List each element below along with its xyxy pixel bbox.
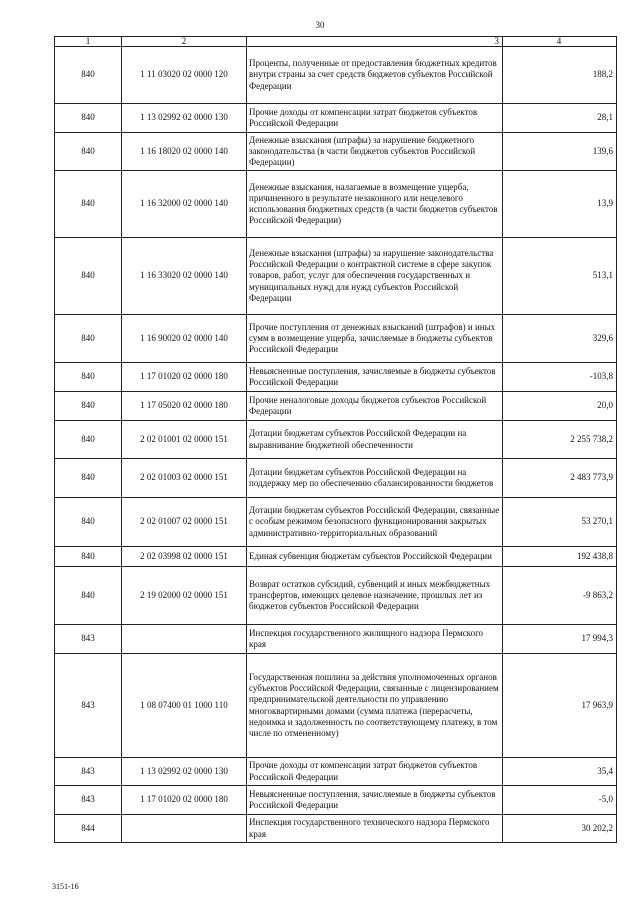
cell-kbk-code: 1 13 02992 02 0000 130 <box>122 104 247 133</box>
table-row <box>55 498 617 547</box>
cell-amount: 17 963,9 <box>503 654 617 758</box>
cell-amount: 35,4 <box>503 758 617 786</box>
cell-admin-code: 840 <box>55 392 122 421</box>
table-row <box>55 104 617 133</box>
cell-amount: 139,6 <box>503 133 617 171</box>
table-row <box>55 654 617 758</box>
table-row <box>55 171 617 238</box>
cell-admin-code: 840 <box>55 47 122 104</box>
cell-amount: 28,1 <box>503 104 617 133</box>
cell-admin-code: 840 <box>55 567 122 625</box>
table-row <box>55 625 617 654</box>
cell-admin-code: 840 <box>55 133 122 171</box>
cell-kbk-code <box>122 815 247 843</box>
cell-kbk-code <box>122 625 247 654</box>
table-row <box>55 786 617 815</box>
table-row <box>55 392 617 421</box>
table-row <box>55 547 617 567</box>
cell-kbk-code: 1 08 07400 01 1000 110 <box>122 654 247 758</box>
cell-amount: 513,1 <box>503 238 617 315</box>
cell-description: Прочие доходы от компенсации затрат бюджетов субъектов Российской Федерации <box>247 104 503 133</box>
table-row <box>55 421 617 459</box>
cell-admin-code: 840 <box>55 315 122 363</box>
revenue-table-body <box>55 37 617 843</box>
cell-amount: 13,9 <box>503 171 617 238</box>
cell-amount: 20,0 <box>503 392 617 421</box>
cell-description: Дотации бюджетам субъектов Российской Федерации, связанные с особым режимом безопасного функционирования закрытых административно-территориальных образований <box>247 498 503 547</box>
header-col-3: 3 <box>247 37 503 47</box>
table-row <box>55 47 617 104</box>
cell-admin-code: 840 <box>55 171 122 238</box>
cell-kbk-code: 1 17 05020 02 0000 180 <box>122 392 247 421</box>
cell-kbk-code: 2 02 01007 02 0000 151 <box>122 498 247 547</box>
cell-description: Единая субвенция бюджетам субъектов Российской Федерации <box>247 547 503 567</box>
cell-kbk-code: 2 02 01001 02 0000 151 <box>122 421 247 459</box>
cell-amount: -5,0 <box>503 786 617 815</box>
cell-admin-code: 843 <box>55 786 122 815</box>
cell-admin-code: 840 <box>55 459 122 498</box>
table-row <box>55 133 617 171</box>
cell-amount: -9 863,2 <box>503 567 617 625</box>
cell-description: Денежные взыскания (штрафы) за нарушение законодательства Российской Федерации о контрактной системе в сфере закупок товаров, работ, услуг для обеспечения государственных и муниципальных нужд для нужд субъектов Российской Федерации <box>247 238 503 315</box>
cell-description: Инспекция государственного технического надзора Пермского края <box>247 815 503 843</box>
cell-kbk-code: 1 17 01020 02 0000 180 <box>122 363 247 392</box>
cell-amount: 2 483 773,9 <box>503 459 617 498</box>
cell-description: Дотации бюджетам субъектов Российской Федерации на поддержку мер по обеспечению сбалансированности бюджетов <box>247 459 503 498</box>
cell-admin-code: 840 <box>55 547 122 567</box>
cell-kbk-code: 1 17 01020 02 0000 180 <box>122 786 247 815</box>
cell-kbk-code: 1 16 32000 02 0000 140 <box>122 171 247 238</box>
cell-admin-code: 840 <box>55 421 122 459</box>
cell-description: Проценты, полученные от предоставления бюджетных кредитов внутри страны за счет средств бюджетов субъектов Российской Федерации <box>247 47 503 104</box>
cell-amount: 53 270,1 <box>503 498 617 547</box>
cell-kbk-code: 1 16 18020 02 0000 140 <box>122 133 247 171</box>
cell-description: Невыясненные поступления, зачисляемые в бюджеты субъектов Российской Федерации <box>247 786 503 815</box>
cell-admin-code: 840 <box>55 104 122 133</box>
cell-admin-code: 840 <box>55 363 122 392</box>
cell-description: Инспекция государственного жилищного надзора Пермского края <box>247 625 503 654</box>
cell-description: Прочие доходы от компенсации затрат бюджетов субъектов Российской Федерации <box>247 758 503 786</box>
cell-description: Дотации бюджетам субъектов Российской Федерации на выравнивание бюджетной обеспеченности <box>247 421 503 459</box>
header-col-1: 1 <box>55 37 122 47</box>
cell-amount: 2 255 738,2 <box>503 421 617 459</box>
cell-admin-code: 843 <box>55 654 122 758</box>
cell-admin-code: 843 <box>55 625 122 654</box>
cell-kbk-code: 2 19 02000 02 0000 151 <box>122 567 247 625</box>
cell-description: Денежные взыскания, налагаемые в возмещение ущерба, причиненного в результате незаконного или нецелевого использования бюджетных средств (в части бюджетов субъектов Российской Федерации) <box>247 171 503 238</box>
cell-amount: -103,8 <box>503 363 617 392</box>
cell-kbk-code: 1 11 03020 02 0000 120 <box>122 47 247 104</box>
cell-description: Денежные взыскания (штрафы) за нарушение бюджетного законодательства (в части бюджетов субъектов Российской Федерации) <box>247 133 503 171</box>
page-number: 30 <box>315 20 325 30</box>
table-row <box>55 758 617 786</box>
table-row <box>55 238 617 315</box>
cell-amount: 329,6 <box>503 315 617 363</box>
header-col-4: 4 <box>503 37 617 47</box>
cell-kbk-code: 1 16 90020 02 0000 140 <box>122 315 247 363</box>
cell-admin-code: 840 <box>55 238 122 315</box>
table-row <box>55 459 617 498</box>
cell-amount: 30 202,2 <box>503 815 617 843</box>
cell-amount: 192 438,8 <box>503 547 617 567</box>
cell-amount: 188,2 <box>503 47 617 104</box>
cell-amount: 17 994,3 <box>503 625 617 654</box>
table-header-row <box>55 37 617 47</box>
cell-kbk-code: 2 02 03998 02 0000 151 <box>122 547 247 567</box>
cell-description: Государственная пошлина за действия уполномоченных органов субъектов Российской Федерации, связанные с лицензированием предпринимательской деятельности по управлению многоквартирными домами (сумма платежа (перерасчеты, недоимка и задолженность по соответствующему платежу, в том числе по отмененному) <box>247 654 503 758</box>
cell-description: Возврат остатков субсидий, субвенций и иных межбюджетных трансфертов, имеющих целевое назначение, прошлых лет из бюджетов субъектов Российской Федерации <box>247 567 503 625</box>
cell-admin-code: 844 <box>55 815 122 843</box>
footer-code: 3151-16 <box>52 882 79 891</box>
cell-description: Прочие поступления от денежных взысканий (штрафов) и иных сумм в возмещение ущерба, зачисляемые в бюджеты субъектов Российской Федерации <box>247 315 503 363</box>
table-row <box>55 315 617 363</box>
cell-description: Прочие неналоговые доходы бюджетов субъектов Российской Федерации <box>247 392 503 421</box>
cell-kbk-code: 1 16 33020 02 0000 140 <box>122 238 247 315</box>
table-row <box>55 567 617 625</box>
cell-admin-code: 843 <box>55 758 122 786</box>
cell-kbk-code: 1 13 02992 02 0000 130 <box>122 758 247 786</box>
header-col-2: 2 <box>122 37 247 47</box>
cell-kbk-code: 2 02 01003 02 0000 151 <box>122 459 247 498</box>
cell-description: Невыясненные поступления, зачисляемые в бюджеты субъектов Российской Федерации <box>247 363 503 392</box>
table-row <box>55 363 617 392</box>
table-row <box>55 815 617 843</box>
revenue-table <box>54 36 617 843</box>
cell-admin-code: 840 <box>55 498 122 547</box>
